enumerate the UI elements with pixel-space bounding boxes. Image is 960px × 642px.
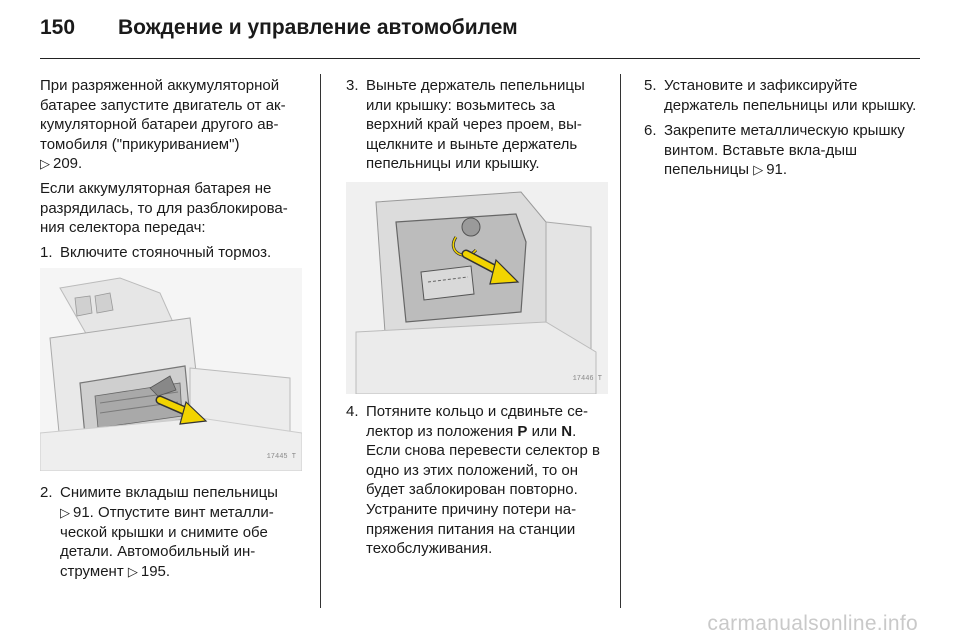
column-divider-1 (320, 74, 321, 608)
intro-paragraph: При разряженной аккумуляторной батарее запустите двигатель от ак-кумуляторной батареи другого ав-томобиля ("прикуриванием") ▷ 209. (40, 77, 286, 173)
console-illustration (40, 268, 302, 471)
triangle-right-icon: ▷ (40, 156, 50, 172)
figure-code: 17446 T (572, 375, 602, 384)
page-title: Вождение и управление автомобилем (118, 16, 518, 39)
ashtray-illustration (346, 182, 608, 394)
triangle-right-icon: ▷ (753, 162, 764, 178)
page-number: 150 (40, 16, 76, 39)
step-1: 1. Включите стояночный тормоз. (40, 243, 272, 261)
page-reference[interactable]: 91. (766, 161, 788, 179)
figure-code: 17445 T (266, 452, 296, 461)
column-3 (644, 76, 920, 186)
step-5: 5. Установите и зафиксируйте держатель пепельницы или крышку. (644, 77, 917, 114)
column-2 (346, 76, 608, 565)
unlock-paragraph: Если аккумуляторная батарея не разрядилась, то для разблокирова-ния селектора передач: (40, 179, 288, 237)
figure-ashtray-holder (346, 182, 608, 394)
figure-parking-brake-console (40, 268, 302, 471)
column-1 (40, 76, 306, 587)
step-3: 3. Выньте держатель пепельницы или крышку: возьмитесь за верхний край через проем, вы-щелкните и выньте держатель пепельницы или крышку. (346, 77, 585, 173)
triangle-right-icon: ▷ (127, 563, 138, 579)
page-reference[interactable]: 209. (53, 155, 83, 173)
step-4: 4. Потяните кольцо и сдвиньте се-лектор из положения P или N. Если снова перевести селектор в одно из этих положений, то он будет заблокирован повторно. Устраните причину потери на-пряжения питания на станции техобслуживания. (346, 402, 600, 558)
step-6: 6. Закрепите металлическую крышку винтом. Вставьте вкла-дыш пепельницы ▷ 91. (644, 122, 905, 179)
step-2: 2. Снимите вкладыш пепельницы ▷ 91. Отпустите винт металли-ческой крышки и снимите обе детали. Автомобильный ин-струмент ▷ 195. (40, 484, 278, 580)
watermark: carmanualsonline.info (707, 612, 918, 635)
page-reference[interactable]: 91. (73, 503, 94, 521)
triangle-right-icon: ▷ (60, 504, 70, 520)
page-header (40, 16, 920, 48)
column-divider-2 (620, 74, 621, 608)
page-reference[interactable]: 195. (140, 562, 171, 580)
selector-position-n: N (561, 422, 573, 440)
selector-position-p: P (517, 422, 528, 440)
header-divider (40, 58, 920, 59)
